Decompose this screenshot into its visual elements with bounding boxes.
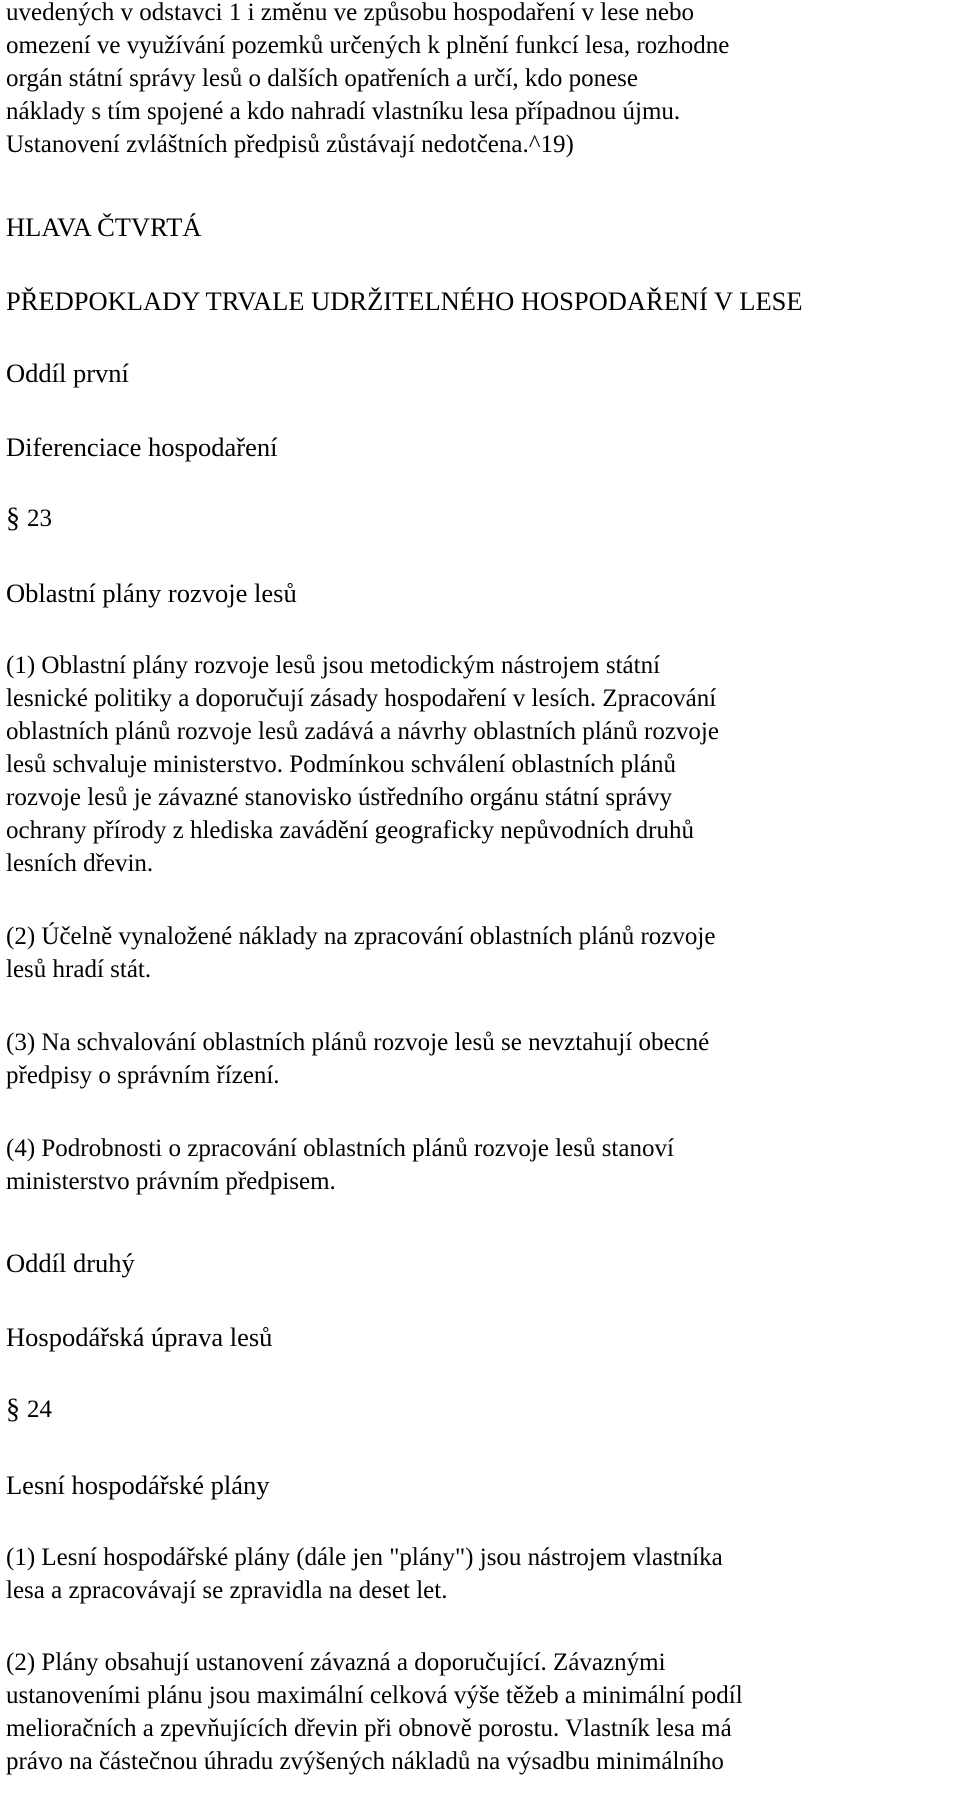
- paragraph-line: (2) Účelně vynaložené náklady na zpracování oblastních plánů rozvoje: [6, 923, 716, 950]
- division-title: Diferenciace hospodaření: [6, 432, 278, 462]
- part-subtitle: PŘEDPOKLADY TRVALE UDRŽITELNÉHO HOSPODAŘENÍ V LESE: [6, 286, 803, 316]
- intro-line: omezení ve využívání pozemků určených k plnění funkcí lesa, rozhodne: [6, 32, 730, 59]
- paragraph-line: (4) Podrobnosti o zpracování oblastních plánů rozvoje lesů stanoví: [6, 1135, 674, 1162]
- division-title: Hospodářská úprava lesů: [6, 1322, 273, 1352]
- section-heading: [6, 504, 52, 534]
- paragraph-line: (1) Lesní hospodářské plány (dále jen "plány") jsou nástrojem vlastníka: [6, 1544, 723, 1571]
- paragraph-line: ministerstvo právním předpisem.: [6, 1168, 336, 1195]
- paragraph-line: lesů hradí stát.: [6, 956, 152, 983]
- intro-line: náklady s tím spojené a kdo nahradí vlastníku lesa případnou újmu.: [6, 98, 681, 125]
- section-title: Oblastní plány rozvoje lesů: [6, 578, 297, 608]
- section-heading: [6, 1395, 52, 1425]
- division-label: Oddíl první: [6, 358, 129, 388]
- paragraph-line: rozvoje lesů je závazné stanovisko ústředního orgánu státní správy: [6, 784, 673, 811]
- section-title: Lesní hospodářské plány: [6, 1470, 270, 1500]
- section-number: 24: [27, 1396, 52, 1423]
- paragraph-line: právo na částečnou úhradu zvýšených nákladů na výsadbu minimálního: [6, 1748, 724, 1775]
- intro-line: orgán státní správy lesů o dalších opatřeních a určí, kdo ponese: [6, 65, 639, 92]
- paragraph-line: ustanoveními plánu jsou maximální celková výše těžeb a minimální podíl: [6, 1682, 743, 1709]
- paragraph-line: melioračních a zpevňujících dřevin při obnově porostu. Vlastník lesa má: [6, 1715, 732, 1742]
- paragraph-line: oblastních plánů rozvoje lesů zadává a návrhy oblastních plánů rozvoje: [6, 718, 719, 745]
- paragraph-line: předpisy o správním řízení.: [6, 1062, 280, 1089]
- paragraph-line: (1) Oblastní plány rozvoje lesů jsou metodickým nástrojem státní: [6, 652, 661, 679]
- paragraph-line: (3) Na schvalování oblastních plánů rozvoje lesů se nevztahují obecné: [6, 1029, 710, 1056]
- paragraph-line: ochrany přírody z hlediska zavádění geograficky nepůvodních druhů: [6, 817, 694, 844]
- intro-line: Ustanovení zvláštních předpisů zůstávají nedotčena.^19): [6, 131, 574, 158]
- division-label: Oddíl druhý: [6, 1248, 135, 1278]
- paragraph-line: lesů schvaluje ministerstvo. Podmínkou schválení oblastních plánů: [6, 751, 677, 778]
- paragraph-line: lesa a zpracovávají se zpravidla na deset let.: [6, 1577, 448, 1604]
- paragraph-line: (2) Plány obsahují ustanovení závazná a doporučující. Závaznými: [6, 1649, 666, 1676]
- paragraph-line: lesnické politiky a doporučují zásady hospodaření v lesích. Zpracování: [6, 685, 717, 712]
- section-symbol: §: [6, 503, 20, 534]
- paragraph-line: lesních dřevin.: [6, 850, 154, 877]
- section-symbol: §: [6, 1394, 20, 1425]
- section-number: 23: [27, 505, 52, 532]
- part-title: HLAVA ČTVRTÁ: [6, 212, 202, 242]
- intro-line: uvedených v odstavci 1 i změnu ve způsobu hospodaření v lese nebo: [6, 0, 695, 26]
